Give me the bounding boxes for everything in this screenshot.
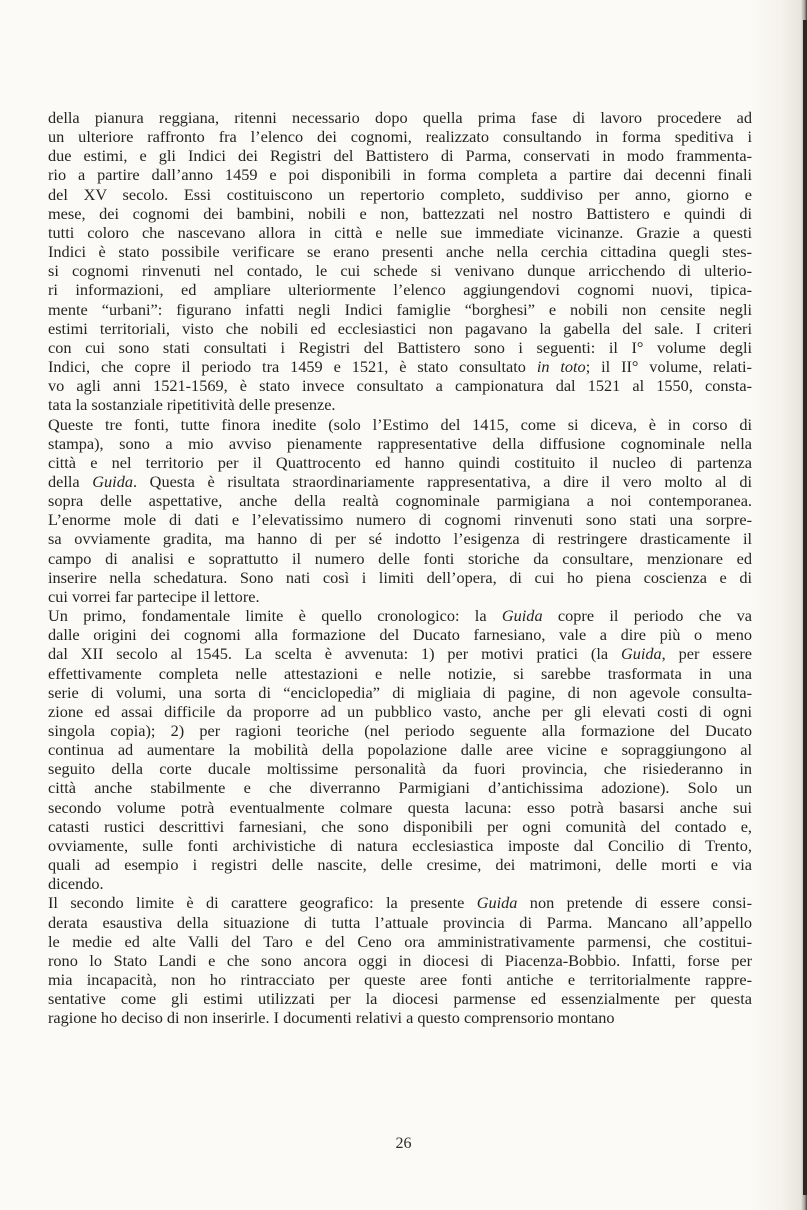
text-segment: sopra delle aspettative, anche della realtà cognominale parmigiana a noi contemporanea. <box>48 491 752 511</box>
text-line <box>48 242 752 261</box>
text-line <box>48 434 752 453</box>
text-line <box>48 932 752 951</box>
text-line <box>48 204 752 223</box>
text-segment: si cognomi rinvenuti nel contado, le cui schede si venivano dunque arricchendo di ulterio- <box>48 261 752 281</box>
paragraph <box>48 108 752 415</box>
text-line <box>48 300 752 319</box>
text-segment: ovviamente, sulle fonti archivistiche di natura ecclesiastica imposte dal Concilio di Trento, <box>48 835 752 855</box>
text-segment: rono lo Stato Landi e che sono ancora oggi in diocesi di Piacenza-Bobbio. Infatti, forse per <box>48 950 752 970</box>
text-line <box>48 740 752 759</box>
text-line <box>48 223 752 242</box>
text-segment: inserire nella schedatura. Sono nati così i limiti dell’opera, di cui ho piena coscienza e di <box>48 567 752 587</box>
text-line <box>48 893 752 912</box>
text-line <box>48 510 752 529</box>
text-segment: ri informazioni, ed ampliare ulteriormente l’elenco aggiungendovi cognomi nuovi, tipica- <box>48 280 752 300</box>
text-line <box>48 108 752 127</box>
text-line <box>48 280 752 299</box>
text-line <box>48 664 752 683</box>
text-segment: effettivamente completa nelle attestazioni e nelle notizie, si sarebbe trasformata in una <box>48 663 752 683</box>
text-segment: sa ovviamente gradita, ma hanno di per sé indotto l’esigenza di restringere drasticamente il <box>48 529 752 549</box>
italic-title: in toto <box>536 357 586 377</box>
text-segment: cui vorrei far partecipe il lettore. <box>48 586 260 606</box>
text-segment: catasti rustici descrittivi farnesiani, che sono disponibili per ogni comunità del contado e, <box>48 816 752 836</box>
text-line <box>48 817 752 836</box>
text-line <box>48 357 752 376</box>
text-segment: Indici, che copre il periodo tra 1459 e 1521, è stato consultato <box>48 357 537 377</box>
text-line <box>48 415 752 434</box>
text-line <box>48 568 752 587</box>
text-line <box>48 836 752 855</box>
text-segment: L’enorme mole di dati e l’elevatissimo numero di cognomi rinvenuti sono stati una sorpre- <box>48 510 752 530</box>
text-segment: tata la sostanziale ripetitività delle presenze. <box>48 395 336 415</box>
text-line <box>48 319 752 338</box>
text-line <box>48 1008 752 1027</box>
text-line <box>48 376 752 395</box>
text-segment: serie di volumi, una sorta di “enciclopedia” di migliaia di pagine, di non agevole consulta- <box>48 682 752 702</box>
text-segment: singola copia); 2) per ragioni teoriche (nel periodo seguente alla formazione del Ducato <box>48 721 752 740</box>
text-segment: dicendo. <box>48 874 104 894</box>
text-segment: zione ed assai difficile da proporre ad un pubblico vasto, anche per gli elevati costi di ogni <box>48 701 752 721</box>
italic-title: Guida <box>92 471 133 491</box>
text-line <box>48 491 752 510</box>
text-segment: mente “urbani”: figurano infatti negli Indici famiglie “borghesi” e nobili non censite negli <box>48 299 752 319</box>
text-segment: ; il II° volume, relati- <box>585 357 752 377</box>
text-segment: quali ad esempio i registri delle nascite, delle cresime, dei matrimoni, delle morti e via <box>48 855 752 875</box>
paragraph <box>48 606 752 893</box>
text-line <box>48 970 752 989</box>
text-line <box>48 759 752 778</box>
text-line <box>48 338 752 357</box>
text-line <box>48 798 752 817</box>
text-segment: città e nel territorio per il Quattrocento ed hanno quindi costituito il nucleo di partenza <box>48 452 752 472</box>
text-segment: un ulteriore raffronto fra l’elenco dei cognomi, realizzato consultando in forma speditiva i <box>48 127 752 147</box>
text-segment: continua ad aumentare la mobilità della popolazione dalle aree vicine e sopraggiungono al <box>48 740 752 760</box>
text-segment: seguito della corte ducale moltissime personalità da fuori provincia, che risiederanno in <box>48 759 752 779</box>
text-segment: Un primo, fondamentale limite è quello cronologico: la <box>48 606 502 626</box>
body-text <box>48 108 752 1028</box>
text-segment: mese, dei cognomi dei bambini, nobili e non, battezzati nel nostro Battistero e quindi di <box>48 203 752 223</box>
text-segment: mia incapacità, non ho rintracciato per queste aree fonti antiche e territorialmente rappre- <box>48 970 752 990</box>
text-line <box>48 778 752 797</box>
text-line <box>48 989 752 1008</box>
text-segment: le medie ed alte Valli del Taro e del Ceno ora amministrativamente parmensi, che costitui- <box>48 931 752 951</box>
text-segment: derata esaustiva della situazione di tutta l’attuale provincia di Parma. Mancano all’appello <box>48 912 752 932</box>
text-line <box>48 261 752 280</box>
text-segment: dalle origini dei cognomi alla formazione del Ducato farnesiano, vale a dire più o meno <box>48 625 752 645</box>
text-segment: . Questa è risultata straordinariamente rappresentativa, a dire il vero molto al di <box>132 471 752 491</box>
text-segment: campo di analisi e soprattutto il numero delle fonti storiche da consultare, menzionare ed <box>48 548 752 568</box>
text-segment: due estimi, e gli Indici dei Registri del Battistero di Parma, conservati in modo frammenta- <box>48 146 752 166</box>
text-line <box>48 644 752 663</box>
text-segment: Queste tre fonti, tutte finora inedite (solo l’Estimo del 1415, come si diceva, è in corso di <box>48 414 752 434</box>
text-line <box>48 913 752 932</box>
text-line <box>48 874 752 893</box>
paragraph <box>48 415 752 607</box>
italic-title: Guida <box>620 644 662 664</box>
text-line <box>48 146 752 165</box>
text-segment: dal XII secolo al 1545. La scelta è avvenuta: 1) per motivi pratici (la <box>48 644 621 664</box>
text-line <box>48 721 752 740</box>
text-segment: Il secondo limite è di carattere geografico: la presente <box>48 893 477 913</box>
text-line <box>48 625 752 644</box>
text-segment: copre il periodo che va <box>542 606 753 626</box>
page-number: 26 <box>395 1135 412 1152</box>
text-line <box>48 855 752 874</box>
text-line <box>48 587 752 606</box>
text-line <box>48 395 752 414</box>
text-segment: Indici è stato possibile verificare se erano presenti anche nella cerchia cittadina quegli stes- <box>48 242 752 262</box>
text-segment: non pretende di essere consi- <box>517 893 753 913</box>
text-segment: stampa), sono a mio avviso pienamente rappresentative della diffusione cognominale nella <box>48 433 752 453</box>
text-line <box>48 165 752 184</box>
text-segment: rio a partire dall’anno 1459 e poi disponibili in forma completa a partire dai decenni finali <box>48 165 752 185</box>
text-line <box>48 185 752 204</box>
text-segment: estimi territoriali, visto che nobili ed ecclesiastici non pagavano la gabella del sale. I criteri <box>48 318 752 338</box>
text-segment: secondo volume potrà eventualmente colmare questa lacuna: esso potrà basarsi anche sui <box>48 797 752 817</box>
text-segment: con cui sono stati consultati i Registri del Battistero sono i seguenti: il I° volume degli <box>48 337 752 357</box>
text-segment: della pianura reggiana, ritenni necessario dopo quella prima fase di lavoro procedere ad <box>48 108 752 127</box>
text-segment: città anche stabilmente e che diverranno Parmigiani d’antichissima adozione). Solo un <box>48 778 752 798</box>
italic-title: Guida <box>501 606 543 626</box>
text-segment: , per essere <box>661 644 752 664</box>
text-segment: della <box>48 471 93 491</box>
text-line <box>48 472 752 491</box>
text-line <box>48 549 752 568</box>
text-line <box>48 127 752 146</box>
text-segment: del XV secolo. Essi costituiscono un repertorio completo, suddiviso per anno, giorno e <box>48 184 752 204</box>
italic-title: Guida <box>476 893 518 913</box>
text-line <box>48 951 752 970</box>
page-binding-edge <box>803 20 807 1195</box>
text-segment: tutti coloro che nascevano allora in città e nelle sue immediate vicinanze. Grazie a questi <box>48 222 752 242</box>
text-line <box>48 702 752 721</box>
text-segment: vo agli anni 1521-1569, è stato invece consultato a campionatura dal 1521 al 1550, consta- <box>48 376 752 396</box>
text-line <box>48 683 752 702</box>
text-line <box>48 453 752 472</box>
text-segment: sentative come gli estimi utilizzati per la diocesi parmense ed essenzialmente per questa <box>48 989 752 1009</box>
text-line <box>48 529 752 548</box>
text-segment: ragione ho deciso di non inserirle. I documenti relativi a questo comprensorio montano <box>48 1008 615 1028</box>
text-line <box>48 606 752 625</box>
paragraph <box>48 893 752 1027</box>
